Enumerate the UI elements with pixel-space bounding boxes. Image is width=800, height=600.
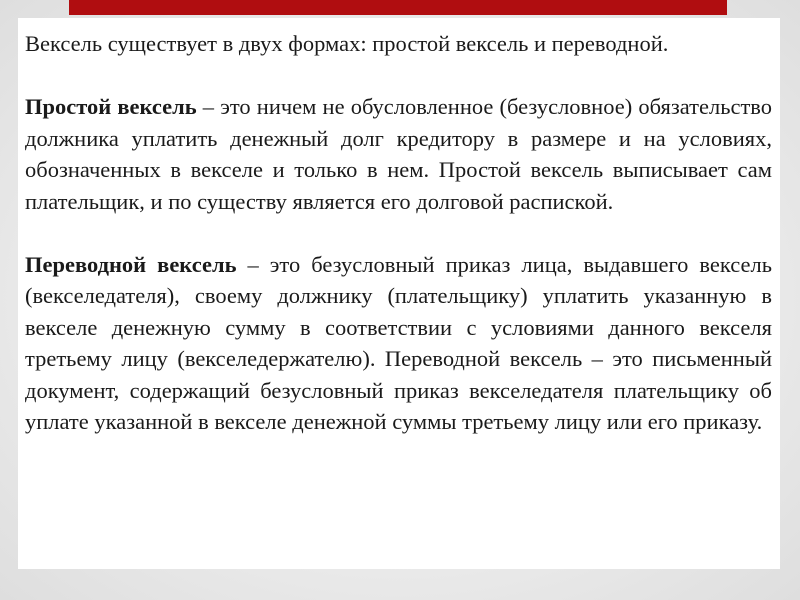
transfer-bill-definition: – это безусловный приказ лица, выдавшего вексель (векселедателя), своему должнику (плательщику) уплатить указанную в векселе денежную сумму в соответствии с условиями данного векселя третьему лицу (векселедержателю). Переводной вексель – это письменный документ, содержащий безусловный приказ векселедателя плательщику об уплате указанной в векселе денежной суммы третьему лицу или его приказу. (25, 251, 772, 434)
text-panel (18, 18, 780, 569)
transfer-bill-term: Переводной вексель (25, 251, 237, 277)
simple-bill-paragraph (25, 91, 772, 217)
intro-paragraph: Вексель существует в двух формах: простой вексель и переводной. (25, 31, 669, 56)
simple-bill-term: Простой вексель (25, 94, 197, 119)
transfer-bill-paragraph (25, 249, 772, 438)
accent-bar (69, 0, 727, 15)
simple-bill-definition: – это ничем не обусловленное (безусловное) обязательство должника уплатить денежный долг кредитору в размере и на условиях, обозначенных в векселе и только в нем. Простой вексель выписывает сам плательщик, и по существу является его долговой распиской. (25, 94, 772, 214)
